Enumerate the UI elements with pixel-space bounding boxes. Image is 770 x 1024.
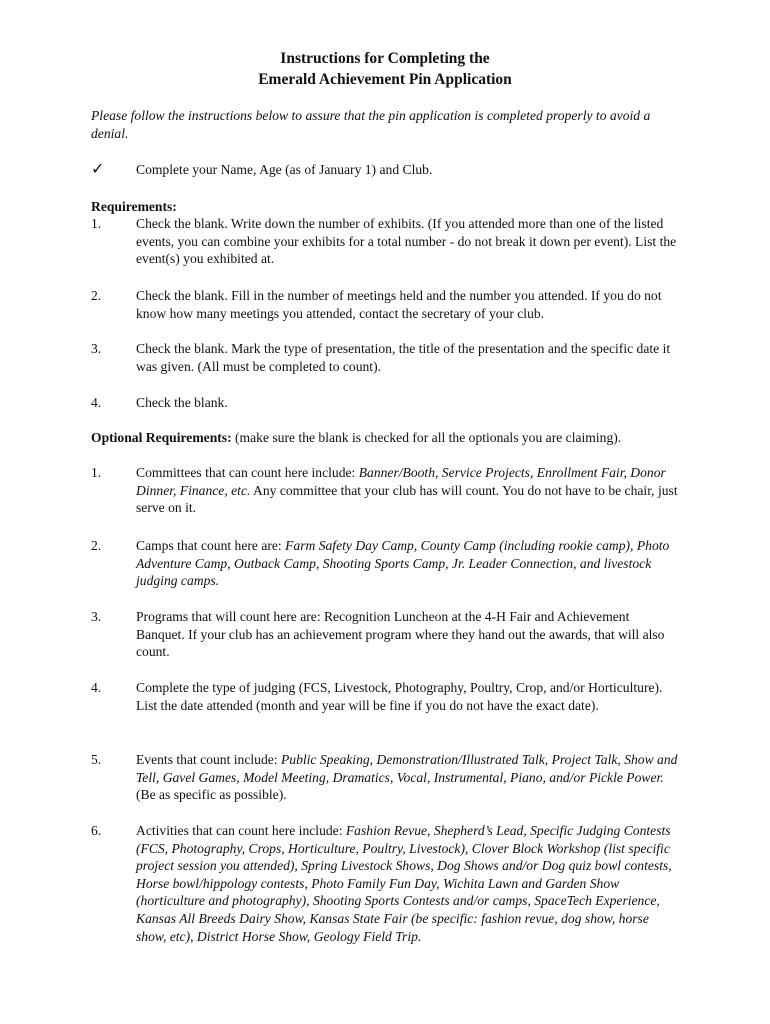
item-text: Camps that count here are: Farm Safety Day Camp, County Camp (including rookie camp), Photo Adventure Camp, Outback Camp, Shooting Sports Camp, Jr. Leader Connection, and livestock judging camps. [136, 538, 670, 589]
requirements-heading: Requirements: [91, 199, 177, 214]
item-number: 1. [91, 216, 102, 231]
item-text: Programs that will count here are: Recognition Luncheon at the 4-H Fair and Achievement Banquet. If your club has an achievement program where they hand out the awards, that will also count. [136, 609, 665, 660]
item-number: 4. [91, 680, 102, 695]
item-text: Activities that can count here include: Fashion Revue, Shepherd’s Lead, Specific Judging Contests (FCS, Photography, Crops, Horticulture, Poultry, Livestock), Clover Block Workshop (list specific project session you attended), Spring Livestock Shows, Dog Shows and/or Dog quiz bowl contests, Horse bowl/hippology contests, Photo Family Fun Day, Wichita Lawn and Garden Show (horticulture and photography), Shooting Sports Contests and/or camps, SpaceTech Experience, Kansas All Breeds Dairy Show, Kansas State Fair (be specific: fashion revue, dog show, horse show, etc), District Horse Show, Geology Field Trip. [136, 823, 672, 944]
optional-requirements-heading [91, 429, 651, 447]
item-number: 4. [91, 395, 102, 410]
title-line-2: Emerald Achievement Pin Application [258, 71, 512, 88]
item-text: Check the blank. [136, 395, 228, 410]
item-text: Complete the type of judging (FCS, Livestock, Photography, Poultry, Crop, and/or Horticulture). List the date attended (month and year will be fine if you do not have the exact date). [136, 680, 663, 713]
item-number: 3. [91, 609, 102, 624]
title-line-1: Instructions for Completing the [280, 50, 490, 67]
optional-heading-label: Optional Requirements: [91, 430, 232, 445]
item-text: Check the blank. Fill in the number of meetings held and the number you attended. If you do not know how many meetings you attended, contact the secretary of your club. [136, 288, 662, 321]
item-text: Events that count include: Public Speaking, Demonstration/Illustrated Talk, Project Talk, Show and Tell, Gavel Games, Model Meeting, Dramatics, Vocal, Instrumental, Piano, and/or Pickle Power. (Be as specific as possible). [136, 752, 678, 803]
item-text: Check the blank. Mark the type of presentation, the title of the presentation and the specific date it was given. (All must be completed to count). [136, 341, 671, 374]
item-text: Check the blank. Write down the number of exhibits. (If you attended more than one of the listed events, you can combine your exhibits for a total number - do not break it down per event). List the event(s) you exhibited at. [136, 216, 677, 267]
checkmark-icon: ✓ [91, 161, 105, 178]
item-text: Committees that can count here include: Banner/Booth, Service Projects, Enrollment Fair, Donor Dinner, Finance, etc. Any committee that your club has will count. You do not have to be chair, just serve on it. [136, 465, 678, 516]
item-number: 6. [91, 823, 102, 838]
document-title [0, 48, 770, 90]
item-number: 3. [91, 341, 102, 356]
checklist-text: Complete your Name, Age (as of January 1) and Club. [136, 162, 433, 177]
optional-heading-note: (make sure the blank is checked for all the optionals you are claiming). [231, 430, 622, 445]
intro-paragraph: Please follow the instructions below to assure that the pin application is completed properly to avoid a denial. [91, 108, 651, 141]
item-number: 2. [91, 288, 102, 303]
item-number: 1. [91, 465, 102, 480]
item-number: 2. [91, 538, 102, 553]
item-number: 5. [91, 752, 102, 767]
